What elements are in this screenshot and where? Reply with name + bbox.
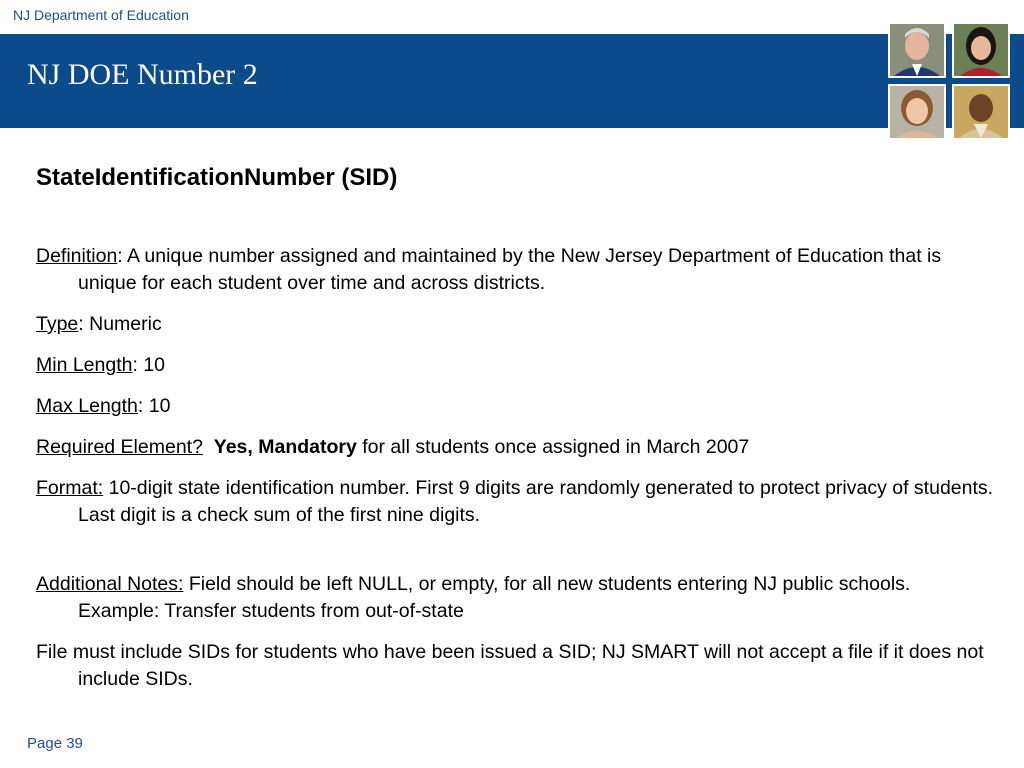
type-label: Type [36,313,79,335]
max-length-text: : 10 [137,395,171,417]
min-length-label: Min Length [36,354,133,376]
title-banner [0,34,1024,128]
person-photo-3 [888,84,946,140]
file-note-item: File must include SIDs for students who have been issued a SID; NJ SMART will not accept a file if it does not include SIDs. [36,641,984,690]
org-label: NJ Department of Education [13,7,189,23]
required-text: for all students once assigned in March 2007 [356,436,750,458]
type-item [36,311,996,338]
person-photo-2 [952,22,1010,78]
person-photo-4 [952,84,1010,140]
definition-item [36,243,996,297]
type-text: : Numeric [78,313,162,335]
min-length-item [36,352,996,379]
format-text: 10-digit state identification number. First 9 digits are randomly generated to protect privacy of students. Last digit is a check sum of the first nine digits. [78,477,994,526]
additional-notes-label: Additional Notes: [36,573,184,595]
definition-text: : A unique number assigned and maintained by the New Jersey Department of Education that is unique for each student over time and across districts. [78,245,942,294]
photo-collage [888,22,1012,140]
max-length-label: Max Length [36,395,138,417]
format-item [36,475,996,529]
person-photo-1 [888,22,946,78]
definition-label: Definition [36,245,118,267]
required-item [36,434,996,461]
required-emphasis: Yes, Mandatory [213,436,357,458]
slide-body [36,243,996,707]
spacer [36,543,996,571]
max-length-item [36,393,996,420]
additional-notes-text: Field should be left NULL, or empty, for all new students entering NJ public schools. Example: Transfer students from out-of-state [78,573,911,622]
format-label: Format: [36,477,104,499]
slide-title: NJ DOE Number 2 [27,58,258,91]
page-number: Page 39 [27,735,83,752]
additional-notes-item [36,571,996,625]
min-length-text: : 10 [132,354,166,376]
required-label: Required Element? [36,436,203,458]
section-heading: StateIdentificationNumber (SID) [36,164,398,191]
